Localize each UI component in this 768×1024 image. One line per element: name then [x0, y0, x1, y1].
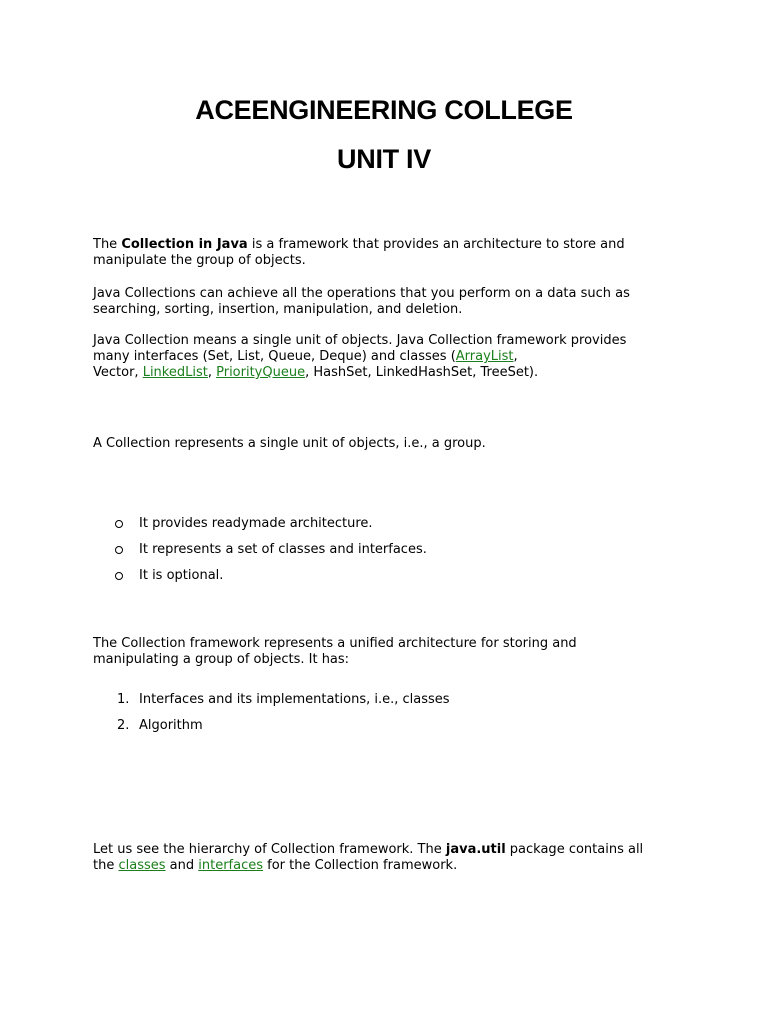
- circle-bullet-icon: [115, 572, 123, 580]
- framework-numbered-list: [93, 692, 450, 744]
- list-item: [93, 568, 427, 594]
- hierarchy-text: the: [93, 858, 119, 873]
- list-number: 2.: [117, 718, 130, 733]
- linkedlist-link[interactable]: LinkedList: [142, 365, 208, 380]
- framework-text: manipulating a group of objects. It has:: [93, 652, 350, 667]
- interfaces-link[interactable]: interfaces: [198, 858, 264, 873]
- meaning-text: Java Collection means a single unit of objects. Java Collection framework provides: [93, 333, 627, 348]
- intro-bold-term: Collection in Java: [121, 237, 248, 252]
- hierarchy-text: for the Collection framework.: [263, 858, 458, 873]
- hierarchy-text: Let us see the hierarchy of Collection framework. The: [93, 842, 446, 857]
- college-title: ACEENGINEERING COLLEGE: [195, 95, 573, 125]
- numbered-text: Algorithm: [139, 718, 203, 733]
- meaning-text: , HashSet, LinkedHashSet, TreeSet).: [305, 365, 539, 380]
- meaning-text: ,: [207, 365, 217, 380]
- framework-paragraph: [93, 636, 693, 668]
- arraylist-link[interactable]: ArrayList: [455, 349, 514, 364]
- operations-text: Java Collections can achieve all the operations that you perform on a data such as: [93, 286, 630, 301]
- intro-text: The: [93, 237, 122, 252]
- circle-bullet-icon: [115, 546, 123, 554]
- feature-bullet-list: [93, 516, 427, 594]
- unit-title: UNIT IV: [337, 144, 431, 174]
- list-item: [93, 692, 450, 718]
- bullet-text: It represents a set of classes and interfaces.: [139, 542, 427, 557]
- operations-text: searching, sorting, insertion, manipulation, and deletion.: [93, 302, 463, 317]
- priorityqueue-link[interactable]: PriorityQueue: [216, 365, 306, 380]
- meaning-text: ,: [513, 349, 518, 364]
- collection-meaning-paragraph: [93, 333, 693, 381]
- bullet-text: It provides readymade architecture.: [139, 516, 373, 531]
- list-item: [93, 718, 450, 744]
- bullet-text: It is optional.: [139, 568, 224, 583]
- intro-text: is a framework that provides an architecture to store and: [247, 237, 625, 252]
- hierarchy-paragraph: [93, 842, 693, 874]
- list-item: [93, 542, 427, 568]
- list-number: 1.: [117, 692, 130, 707]
- numbered-text: Interfaces and its implementations, i.e., classes: [139, 692, 450, 707]
- intro-text: manipulate the group of objects.: [93, 253, 306, 268]
- circle-bullet-icon: [115, 520, 123, 528]
- hierarchy-text: and: [165, 858, 199, 873]
- operations-paragraph: [93, 286, 693, 318]
- framework-text: The Collection framework represents a unified architecture for storing and: [93, 636, 577, 651]
- list-item: [93, 516, 427, 542]
- java-util-bold: java.util: [445, 842, 506, 857]
- intro-paragraph: [93, 237, 693, 269]
- collection-definition: A Collection represents a single unit of objects, i.e., a group.: [93, 436, 486, 451]
- meaning-text: many interfaces (Set, List, Queue, Deque) and classes (: [93, 349, 456, 364]
- meaning-text: Vector,: [93, 365, 143, 380]
- hierarchy-text: package contains all: [505, 842, 644, 857]
- classes-link[interactable]: classes: [118, 858, 166, 873]
